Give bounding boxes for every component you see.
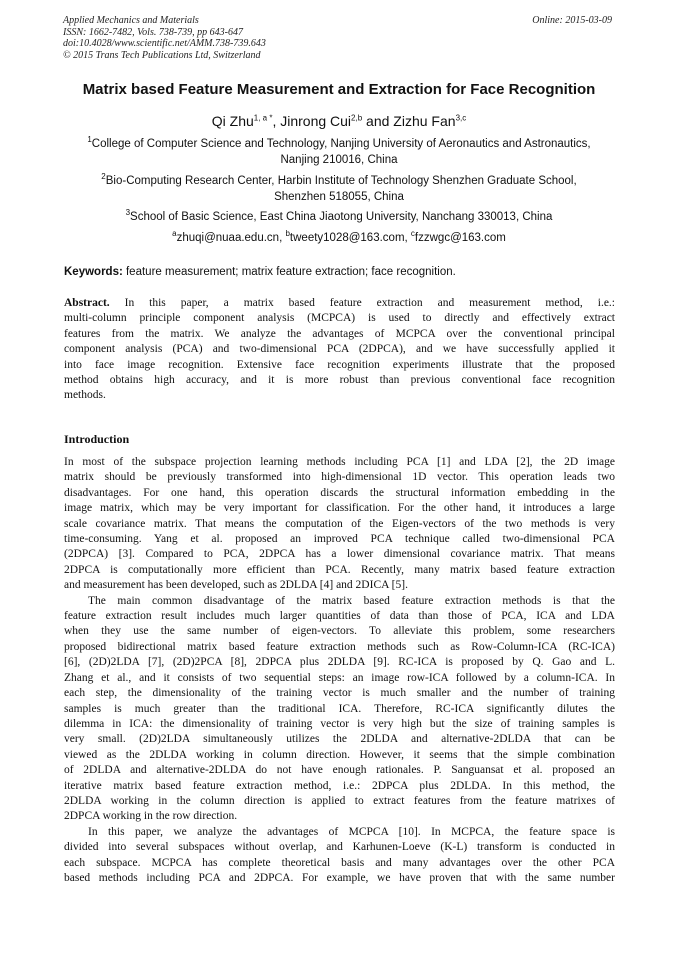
body-line: disadvantages. For one hand, this operation discards the structural information embedding in the (64, 486, 615, 499)
body-line: image matrix, which may be very important for classification. For the other hand, it introduces a large (64, 502, 615, 515)
journal-doi: doi:10.4028/www.scientific.net/AMM.738-739.643 (63, 38, 266, 49)
body-line: matrix should be previously transformed into high-dimensional 1D vector. This operation leads two (64, 471, 615, 484)
online-date: Online: 2015-03-09 (532, 15, 612, 26)
author-superscript: 2,b (351, 113, 363, 123)
author-name: and Zizhu Fan (362, 113, 456, 129)
paper-title: Matrix based Feature Measurement and Extraction for Face Recognition (82, 81, 596, 98)
affiliation-text: Shenzhen 518055, China (274, 190, 404, 203)
abstract-line: In this paper, a matrix based feature extraction and measurement method, i.e.: (109, 297, 615, 309)
body-line: viewed as the 2DLDA working in column direction. However, it seems that the simple combination (64, 748, 615, 761)
body-line: time-consuming. Yang et al. proposed an improved PCA technique called two-dimensional PCA (64, 533, 615, 546)
email-address: fzzwgc@163.com (414, 232, 506, 244)
body-line: Zhang et al., and it consists of two sequential steps: an image row-ICA followed by a column-ICA. In (64, 671, 615, 684)
keywords-label: Keywords: (64, 266, 123, 278)
email-address: tweety1028@163.com, (289, 232, 411, 244)
keywords (64, 266, 456, 278)
author-emails (40, 231, 638, 247)
abstract-line: methods. (64, 389, 106, 402)
affiliation-text: School of Basic Science, East China Jiaotong University, Nanchang 330013, China (130, 211, 553, 223)
body-line: and measurement has been developed, such as 2DLDA [4] and 2DICA [5]. (64, 579, 408, 592)
body-line: dilemma in ICA: the dimensionality of training vector is very high but the size of training samples is (64, 717, 615, 730)
author-superscript: 1, a * (253, 113, 273, 123)
author-list (0, 113, 678, 129)
abstract-label: Abstract. (64, 297, 110, 309)
affiliation-number: 1 (87, 135, 92, 145)
body-line: based methods including PCA and 2DPCA. For example, we have proven that with the same number (64, 871, 615, 884)
body-line: divided into several subspaces without overlap, and Karhunen-Loeve (K-L) transform is conducted in (64, 841, 615, 854)
body-text (64, 455, 615, 886)
body-line: each step, the dimensionality of the training vector is much smaller and the number of training (64, 687, 615, 700)
abstract-line: multi-column principle component analysis (MCPCA) is used to directly and effectively extract (64, 312, 615, 325)
body-line: In most of the subspace projection learning methods including PCA [1] and LDA [2], the 2D image (64, 456, 615, 468)
body-line: In this paper, we analyze the advantages of MCPCA [10]. In MCPCA, the feature space is (88, 825, 615, 838)
affiliation-number: 3 (125, 208, 131, 218)
abstract-line: features from the matrix. We analyze the advantages of MCPCA over the conventional principal (64, 327, 615, 340)
body-line: (2DPCA) [3]. Compared to PCA, 2DPCA has a lower dimensional covariance matrix. That means (64, 548, 615, 561)
body-line: 2DPCA working in the row direction. (64, 810, 238, 823)
section-heading-introduction: Introduction (64, 432, 130, 446)
body-line: 2DLDA working in the column direction is applied to extract features from the feature matrixes of (64, 794, 615, 807)
affiliation-text: College of Computer Science and Technology, Nanjing University of Aeronautics and Astronautics, (91, 138, 591, 150)
author-name: Qi Zhu (211, 113, 254, 129)
body-line: samples is much greater than the traditional ICA. Therefore, RC-ICA significantly dilutes the (64, 702, 615, 715)
body-line: The main common disadvantage of the matrix based feature extraction methods is that the (88, 594, 615, 607)
body-line: very small. (2D)2LDA simultaneously utilizes the 2DLDA and alternative-2DLDA that can be (64, 733, 615, 746)
author-name: , Jinrong Cui (272, 113, 352, 129)
journal-copyright: © 2015 Trans Tech Publications Ltd, Switzerland (63, 49, 261, 61)
email-superscript: c (410, 229, 415, 239)
body-line: each subspace. MCPCA has complete theoretical basis and many advantages over the other PCA (64, 856, 615, 869)
body-line: proposed bidirectional matrix based feature extraction methods such as Row-Column-ICA (RC-ICA) (64, 640, 615, 653)
body-line: 2DPCA is computationally more efficient than PCA. Recently, many matrix based feature extraction (64, 563, 615, 576)
affiliation-text: Bio-Computing Research Center, Harbin Institute of Technology Shenzhen Graduate School, (105, 175, 577, 187)
affiliation-text: Nanjing 210016, China (280, 153, 398, 166)
body-line: iterative matrix based feature extraction method, i.e.: 2DPCA plus 2DLDA. In this method, the (64, 779, 615, 792)
body-line: when they use the same number of eigen-vectors. To alleviate this problem, some researchers (64, 625, 615, 638)
email-address: zhuqi@nuaa.edu.cn, (176, 232, 286, 244)
body-line: [6], (2D)2LDA [7], (2D)2PCA [8], 2DPCA plus 2DLDA [9]. RC-ICA is proposed by Q. Gao and L. (64, 656, 615, 669)
journal-issn: ISSN: 1662-7482, Vols. 738-739, pp 643-647 (63, 26, 243, 38)
journal-name: Applied Mechanics and Materials (63, 15, 199, 26)
affiliation-1 (40, 137, 638, 168)
email-superscript: b (285, 229, 290, 239)
email-superscript: a (172, 229, 177, 239)
body-line: scale covariance matrix. That means the computation of the Eigen-vectors of the two methods is very (64, 517, 615, 530)
body-line: feature extraction result includes much larger quantities of data than those of PCA, ICA and LDA (64, 610, 615, 623)
abstract-line: into face image recognition. Extensive face recognition experiments illustrate that the proposed (64, 358, 615, 371)
journal-header (63, 15, 266, 61)
abstract (64, 296, 615, 404)
abstract-line: component analysis (PCA) and two-dimensional PCA (2DPCA), and we have successfully applied it (64, 343, 615, 356)
affiliation-3 (40, 210, 638, 226)
abstract-line: method obtains high accuracy, and it is more robust than previous conventional face recognition (64, 374, 615, 387)
author-superscript: 3,c (455, 113, 467, 123)
affiliation-2 (40, 174, 638, 205)
affiliation-number: 2 (101, 172, 106, 182)
keywords-text: feature measurement; matrix feature extraction; face recognition. (122, 266, 456, 278)
body-line: of 2DLDA and alternative-2DLDA do not have enough rationales. P. Sanguansat et al. proposed an (64, 764, 615, 777)
